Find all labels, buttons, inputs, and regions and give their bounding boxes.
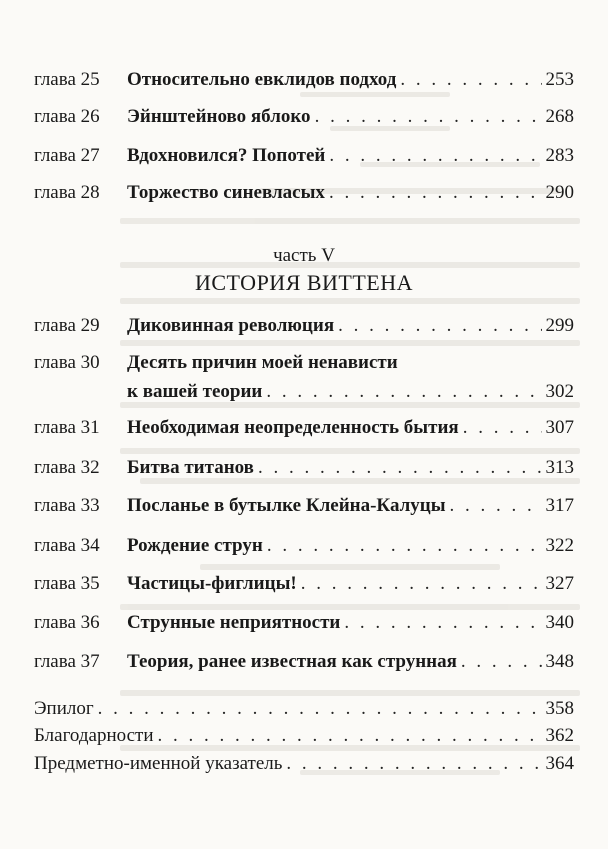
page-number: 268 — [545, 106, 574, 127]
dot-leader — [286, 751, 541, 777]
chapter-title: Торжество синевласых — [127, 182, 325, 203]
dot-leader — [301, 571, 542, 597]
chapter-title: Частицы-фиглицы! — [127, 573, 297, 594]
page-number: 313 — [545, 457, 574, 478]
page-number: 290 — [545, 182, 574, 203]
dot-leader — [98, 696, 542, 722]
chapter-title-line-2: к вашей теории — [127, 381, 263, 402]
page-number: 358 — [545, 698, 574, 719]
part-title: ИСТОРИЯ ВИТТЕНА — [194, 270, 414, 295]
dot-leader — [315, 104, 542, 130]
page-number: 364 — [545, 753, 574, 774]
chapter-title: Теория, ранее известная как струнная — [127, 651, 457, 672]
page-number: 327 — [545, 573, 574, 594]
page-number: 283 — [545, 145, 574, 166]
chapter-label: глава 28 — [34, 182, 100, 203]
page-number: 317 — [545, 495, 574, 516]
dot-leader — [158, 723, 542, 749]
chapter-label: глава 29 — [34, 315, 100, 336]
chapter-label: глава 26 — [34, 106, 100, 127]
page-number: 302 — [545, 381, 574, 402]
chapter-title: Рождение струн — [127, 535, 263, 556]
chapter-title: Посланье в бутылке Клейна-Калуцы — [127, 495, 446, 516]
chapter-label: глава 37 — [34, 651, 100, 672]
chapter-title: Битва титанов — [127, 457, 254, 478]
page-number: 307 — [545, 417, 574, 438]
chapter-title: Относительно евклидов подход — [127, 69, 397, 90]
entry-title: Предметно-именной указатель — [34, 753, 283, 774]
dot-leader — [267, 533, 542, 559]
dot-leader — [329, 143, 541, 169]
dot-leader — [266, 379, 541, 405]
chapter-title: Вдохновился? Попотей — [127, 145, 326, 166]
dot-leader — [463, 415, 542, 441]
dot-leader — [450, 493, 542, 519]
dot-leader — [461, 649, 542, 675]
chapter-label: глава 34 — [34, 535, 100, 556]
chapter-title: Диковинная революция — [127, 315, 335, 336]
dot-leader — [338, 313, 541, 339]
page-number: 253 — [545, 69, 574, 90]
chapter-title: Эйнштейново яблоко — [127, 106, 311, 127]
chapter-label: глава 27 — [34, 145, 100, 166]
page-number: 340 — [545, 612, 574, 633]
chapter-title: Необходимая неопределенность бытия — [127, 417, 459, 438]
dot-leader — [329, 180, 542, 206]
chapter-label: глава 35 — [34, 573, 100, 594]
toc-entry-index[interactable] — [34, 751, 574, 777]
chapter-label: глава 36 — [34, 612, 100, 633]
part-label: часть V — [273, 245, 335, 266]
page-number: 322 — [545, 535, 574, 556]
chapter-label: глава 25 — [34, 69, 100, 90]
chapter-title-line-1: Десять причин моей ненависти — [127, 352, 398, 373]
page-number: 348 — [545, 651, 574, 672]
chapter-label: глава 30 — [34, 352, 100, 373]
chapter-label: глава 32 — [34, 457, 100, 478]
chapter-label: глава 31 — [34, 417, 100, 438]
entry-title: Благодарности — [34, 725, 154, 746]
dot-leader — [400, 67, 541, 93]
chapter-label: глава 33 — [34, 495, 100, 516]
dot-leader — [258, 455, 542, 481]
page-number: 299 — [545, 315, 574, 336]
toc-entry-acknowledgements[interactable] — [34, 723, 574, 749]
page-number: 362 — [545, 725, 574, 746]
dot-leader — [344, 610, 541, 636]
chapter-title: Струнные неприятности — [127, 612, 341, 633]
entry-title: Эпилог — [34, 698, 94, 719]
toc-entry-epilogue[interactable] — [34, 696, 574, 722]
